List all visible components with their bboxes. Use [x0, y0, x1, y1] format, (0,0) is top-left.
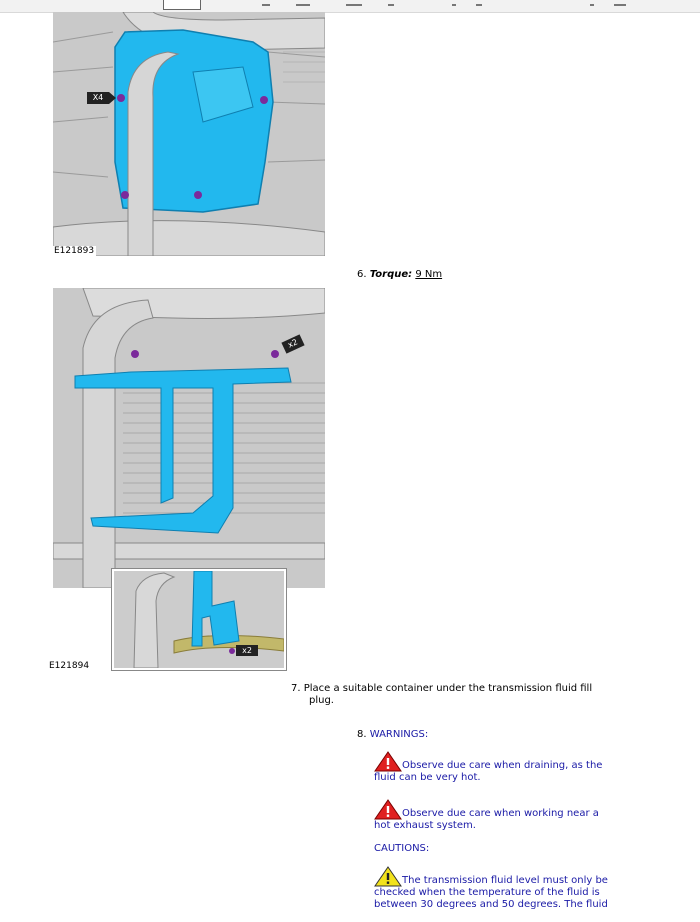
caution-item [374, 866, 624, 911]
inset-illustration [114, 571, 284, 668]
toolbar-icon[interactable] [614, 0, 626, 6]
cautions-heading: CAUTIONS: [374, 843, 430, 854]
warning-text: fluid can be very hot. [374, 772, 481, 783]
toolbar-icon[interactable] [346, 0, 362, 6]
caution-text: checked when the temperature of the fluid is [374, 887, 600, 898]
toolbar-icon[interactable] [296, 0, 310, 6]
warning-icon [374, 799, 402, 820]
step-8 [357, 729, 428, 741]
callout-x4: X4 [92, 93, 104, 102]
warnings-heading: WARNINGS: [369, 729, 429, 740]
torque-value-link[interactable]: 9 Nm [415, 269, 443, 280]
toolbar-icon[interactable] [452, 0, 456, 6]
step-text: Place a suitable container under the transmission fluid fill [303, 683, 593, 694]
toolbar-icon[interactable] [476, 0, 482, 6]
figure-label: E121894 [49, 661, 90, 671]
toolbar-icon[interactable] [590, 0, 594, 6]
bracket-illustration [53, 288, 325, 588]
figure-bracket-inset [112, 569, 286, 670]
warning-icon [374, 751, 402, 772]
caution-icon [374, 866, 402, 887]
step-6 [357, 269, 442, 281]
warning-item [374, 799, 619, 832]
warning-text: Observe due care when draining, as the [402, 760, 603, 771]
caution-text: The transmission fluid level must only be [402, 875, 608, 886]
callout-x2: x2 [286, 337, 300, 350]
warning-text: hot exhaust system. [374, 820, 476, 831]
toolbar-icon[interactable] [262, 0, 270, 6]
toolbar-icon[interactable] [388, 0, 394, 6]
inset-callout-x2: x2 [242, 646, 252, 655]
step-7 [291, 683, 621, 707]
step-text: plug. [309, 695, 334, 706]
warning-item [374, 751, 619, 784]
figure-heat-shield [53, 12, 325, 256]
warning-text: Observe due care when working near a [402, 808, 599, 819]
figure-label: E121893 [54, 246, 95, 256]
step-number: 8. [357, 729, 367, 740]
step-number: 6. [357, 269, 367, 280]
figure-bracket [53, 288, 325, 588]
torque-label: Torque: [369, 269, 413, 280]
step-number: 7. [291, 683, 301, 694]
caution-text: between 30 degrees and 50 degrees. The fluid [374, 899, 608, 910]
heat-shield-illustration [53, 12, 325, 256]
toolbar-button[interactable] [163, 0, 201, 10]
